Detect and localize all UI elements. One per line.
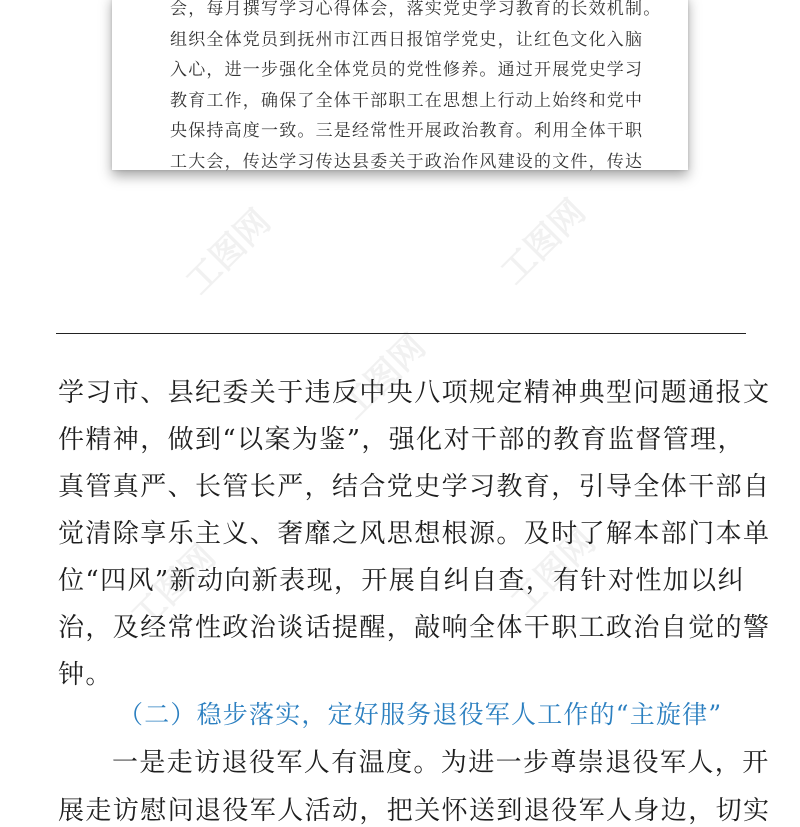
preview-line: 教育工作，确保了全体干部职工在思想上行动上始终和党中	[170, 90, 644, 111]
section-divider	[56, 333, 746, 334]
body-line: 钟。	[58, 660, 113, 690]
document-preview-card	[112, 0, 688, 170]
watermark: 工图网	[503, 521, 604, 623]
body-line: 件精神，做到“以案为鉴”，强化对干部的教育监督管理，	[58, 425, 745, 455]
section-subheading: （二）稳步落实，定好服务退役军人工作的“主旋律”	[118, 700, 723, 729]
body-line: 觉清除享乐主义、奢靡之风思想根源。及时了解本部门本单	[58, 519, 771, 549]
body-line: 治，及经常性政治谈话提醒，敲响全体干职工政治自觉的警	[58, 613, 771, 643]
paragraph-first-line: 一是走访退役军人有温度。为进一步尊崇退役军人，开	[112, 748, 770, 778]
preview-line: 会，每月撰写学习心得体会，落实党史学习教育的长效机制。	[170, 0, 662, 19]
watermark: 工图网	[123, 536, 224, 638]
body-line: 位“四风”新动向新表现，开展自纠自查，有针对性加以纠	[58, 566, 745, 596]
body-line: 真管真严、长管长严，结合党史学习教育，引导全体干部自	[58, 472, 771, 502]
paragraph-cut-line: 展走访慰问退役军人活动，把关怀送到退役军人身边，切实	[58, 796, 771, 826]
preview-line: 组织全体党员到抚州市江西日报馆学党史，让红色文化入脑	[170, 29, 644, 50]
preview-line: 央保持高度一致。三是经常性开展政治教育。利用全体干职	[170, 121, 644, 141]
preview-text	[170, 0, 662, 177]
watermark: 工图网	[333, 326, 434, 428]
watermark: 工图网	[178, 201, 279, 303]
preview-line: 工大会，传达学习传达县委关于政治作风建设的文件，传达	[170, 151, 644, 172]
body-line: 学习市、县纪委关于违反中央八项规定精神典型问题通报文	[58, 378, 771, 408]
body-paragraph	[58, 370, 771, 699]
watermark: 工图网	[493, 191, 594, 293]
preview-line: 入心，进一步强化全体党员的党性修养。通过开展党史学习	[170, 60, 644, 80]
